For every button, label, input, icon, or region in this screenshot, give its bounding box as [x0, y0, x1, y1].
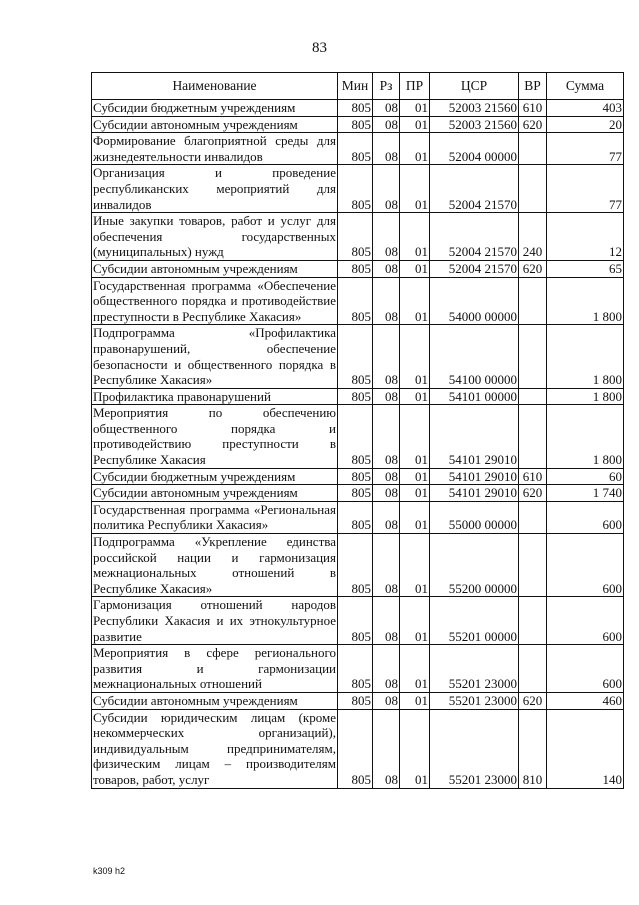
row-min: 805 [338, 116, 373, 133]
row-min: 805 [338, 260, 373, 277]
row-csr: 54101 00000 [430, 388, 519, 405]
row-rz: 08 [373, 405, 400, 468]
row-name: Субсидии бюджетным учреждениям [92, 468, 338, 485]
row-csr: 55201 00000 [430, 597, 519, 645]
row-vr [519, 645, 547, 693]
row-sum: 600 [547, 534, 624, 597]
table-row [92, 388, 624, 405]
row-vr: 810 [519, 709, 547, 788]
row-vr: 620 [519, 116, 547, 133]
row-csr: 54101 29010 [430, 468, 519, 485]
row-rz: 08 [373, 485, 400, 502]
row-vr: 620 [519, 692, 547, 709]
row-sum: 1 740 [547, 485, 624, 502]
row-csr: 52004 21570 [430, 260, 519, 277]
row-vr [519, 501, 547, 533]
row-name: Формирование благоприятной среды для жизнедеятельности инвалидов [93, 133, 336, 164]
row-min: 805 [338, 501, 373, 533]
row-name: Профилактика правонарушений [92, 388, 338, 405]
row-min: 805 [338, 277, 373, 325]
table-row [92, 260, 624, 277]
row-pr: 01 [400, 277, 430, 325]
row-name: Мероприятия в сфере регионального развития и гармонизации межнациональных отношений [93, 645, 336, 692]
row-sum: 1 800 [547, 277, 624, 325]
row-rz: 08 [373, 260, 400, 277]
row-pr: 01 [400, 709, 430, 788]
row-sum: 403 [547, 100, 624, 117]
row-min: 805 [338, 100, 373, 117]
row-name: Организация и проведение республиканских мероприятий для инвалидов [93, 165, 336, 212]
row-pr: 01 [400, 165, 430, 213]
row-csr: 54100 00000 [430, 325, 519, 388]
row-sum: 20 [547, 116, 624, 133]
row-rz: 08 [373, 534, 400, 597]
row-pr: 01 [400, 597, 430, 645]
table-row [92, 116, 624, 133]
row-csr: 52003 21560 [430, 116, 519, 133]
table-row [92, 501, 624, 533]
row-csr: 52004 21570 [430, 213, 519, 261]
row-min: 805 [338, 133, 373, 165]
row-min: 805 [338, 388, 373, 405]
row-pr: 01 [400, 485, 430, 502]
row-vr: 610 [519, 100, 547, 117]
row-pr: 01 [400, 468, 430, 485]
row-name: Субсидии автономным учреждениям [92, 485, 338, 502]
budget-table [91, 72, 624, 789]
row-name: Субсидии автономным учреждениям [92, 260, 338, 277]
table-row [92, 709, 624, 788]
table-row [92, 133, 624, 165]
table-row [92, 597, 624, 645]
row-csr: 54101 29010 [430, 405, 519, 468]
row-name: Подпрограмма «Укрепление единства российской нации и гармонизация межнациональных отношений в Республике Хакасия» [93, 534, 336, 596]
row-csr: 54101 29010 [430, 485, 519, 502]
row-name: Подпрограмма «Профилактика правонарушений, обеспечение безопасности и общественного порядка в Республике Хакасия» [93, 325, 336, 388]
header-pr: ПР [400, 73, 430, 100]
row-min: 805 [338, 485, 373, 502]
row-rz: 08 [373, 709, 400, 788]
row-sum: 600 [547, 645, 624, 693]
row-rz: 08 [373, 213, 400, 261]
row-name: Субсидии автономным учреждениям [92, 116, 338, 133]
footer-document-code: k309 h2 [93, 866, 126, 876]
row-sum: 600 [547, 501, 624, 533]
row-min: 805 [338, 709, 373, 788]
table-row [92, 213, 624, 261]
table-row [92, 534, 624, 597]
row-sum: 12 [547, 213, 624, 261]
row-name: Субсидии юридическим лицам (кроме некоммерческих организаций), индивидуальным предпринимателям, физическим лицам – производителям товаров, работ, услуг [93, 709, 336, 787]
row-rz: 08 [373, 116, 400, 133]
row-csr: 55201 23000 [430, 692, 519, 709]
row-name: Субсидии бюджетным учреждениям [92, 100, 338, 117]
row-name: Государственная программа «Региональная политика Республики Хакасия» [93, 501, 336, 533]
row-csr: 52004 00000 [430, 133, 519, 165]
row-name: Гармонизация отношений народов Республики Хакасия и их этнокультурное развитие [93, 597, 336, 644]
header-vr: ВР [519, 73, 547, 100]
row-sum: 1 800 [547, 325, 624, 388]
table-row [92, 277, 624, 325]
row-min: 805 [338, 405, 373, 468]
row-csr: 52004 21570 [430, 165, 519, 213]
header-rz: Рз [373, 73, 400, 100]
row-vr [519, 277, 547, 325]
row-rz: 08 [373, 468, 400, 485]
row-pr: 01 [400, 213, 430, 261]
row-vr [519, 405, 547, 468]
row-sum: 600 [547, 597, 624, 645]
row-rz: 08 [373, 501, 400, 533]
row-pr: 01 [400, 260, 430, 277]
row-rz: 08 [373, 133, 400, 165]
row-sum: 1 800 [547, 388, 624, 405]
table-row [92, 100, 624, 117]
row-pr: 01 [400, 534, 430, 597]
table-row [92, 165, 624, 213]
header-csr: ЦСР [430, 73, 519, 100]
row-name: Государственная программа «Обеспечение общественного порядка и противодействие преступности в Республике Хакасия» [93, 277, 336, 324]
row-min: 805 [338, 597, 373, 645]
row-pr: 01 [400, 388, 430, 405]
row-sum: 77 [547, 165, 624, 213]
row-vr [519, 165, 547, 213]
row-rz: 08 [373, 325, 400, 388]
row-rz: 08 [373, 597, 400, 645]
row-pr: 01 [400, 645, 430, 693]
row-min: 805 [338, 468, 373, 485]
row-name: Иные закупки товаров, работ и услуг для обеспечения государственных (муниципальных) нужд [93, 213, 336, 260]
row-sum: 60 [547, 468, 624, 485]
row-min: 805 [338, 534, 373, 597]
row-sum: 460 [547, 692, 624, 709]
row-pr: 01 [400, 692, 430, 709]
row-pr: 01 [400, 100, 430, 117]
row-pr: 01 [400, 116, 430, 133]
header-name: Наименование [92, 73, 338, 100]
row-vr: 240 [519, 213, 547, 261]
row-vr [519, 388, 547, 405]
row-pr: 01 [400, 133, 430, 165]
row-vr: 610 [519, 468, 547, 485]
row-csr: 55200 00000 [430, 534, 519, 597]
row-csr: 55201 23000 [430, 645, 519, 693]
row-sum: 140 [547, 709, 624, 788]
row-vr [519, 597, 547, 645]
row-csr: 52003 21560 [430, 100, 519, 117]
row-vr [519, 534, 547, 597]
row-min: 805 [338, 692, 373, 709]
row-min: 805 [338, 165, 373, 213]
row-pr: 01 [400, 405, 430, 468]
row-vr: 620 [519, 485, 547, 502]
table-body [92, 100, 624, 789]
table-row [92, 692, 624, 709]
header-min: Мин [338, 73, 373, 100]
row-rz: 08 [373, 645, 400, 693]
row-rz: 08 [373, 692, 400, 709]
row-rz: 08 [373, 100, 400, 117]
table-row [92, 325, 624, 388]
row-min: 805 [338, 325, 373, 388]
table-row [92, 485, 624, 502]
table-header-row [92, 73, 624, 100]
row-vr: 620 [519, 260, 547, 277]
row-rz: 08 [373, 165, 400, 213]
row-pr: 01 [400, 325, 430, 388]
page-number: 83 [312, 40, 327, 56]
table-row [92, 405, 624, 468]
header-sum: Сумма [547, 73, 624, 100]
table-row [92, 468, 624, 485]
row-name: Субсидии автономным учреждениям [92, 692, 338, 709]
row-csr: 54000 00000 [430, 277, 519, 325]
row-name: Мероприятия по обеспечению общественного порядка и противодействию преступности в Республике Хакасия [93, 405, 336, 468]
row-csr: 55000 00000 [430, 501, 519, 533]
row-vr [519, 133, 547, 165]
row-min: 805 [338, 645, 373, 693]
row-sum: 77 [547, 133, 624, 165]
row-sum: 1 800 [547, 405, 624, 468]
row-vr [519, 325, 547, 388]
row-sum: 65 [547, 260, 624, 277]
row-rz: 08 [373, 388, 400, 405]
row-rz: 08 [373, 277, 400, 325]
table-row [92, 645, 624, 693]
row-csr: 55201 23000 [430, 709, 519, 788]
row-min: 805 [338, 213, 373, 261]
row-pr: 01 [400, 501, 430, 533]
